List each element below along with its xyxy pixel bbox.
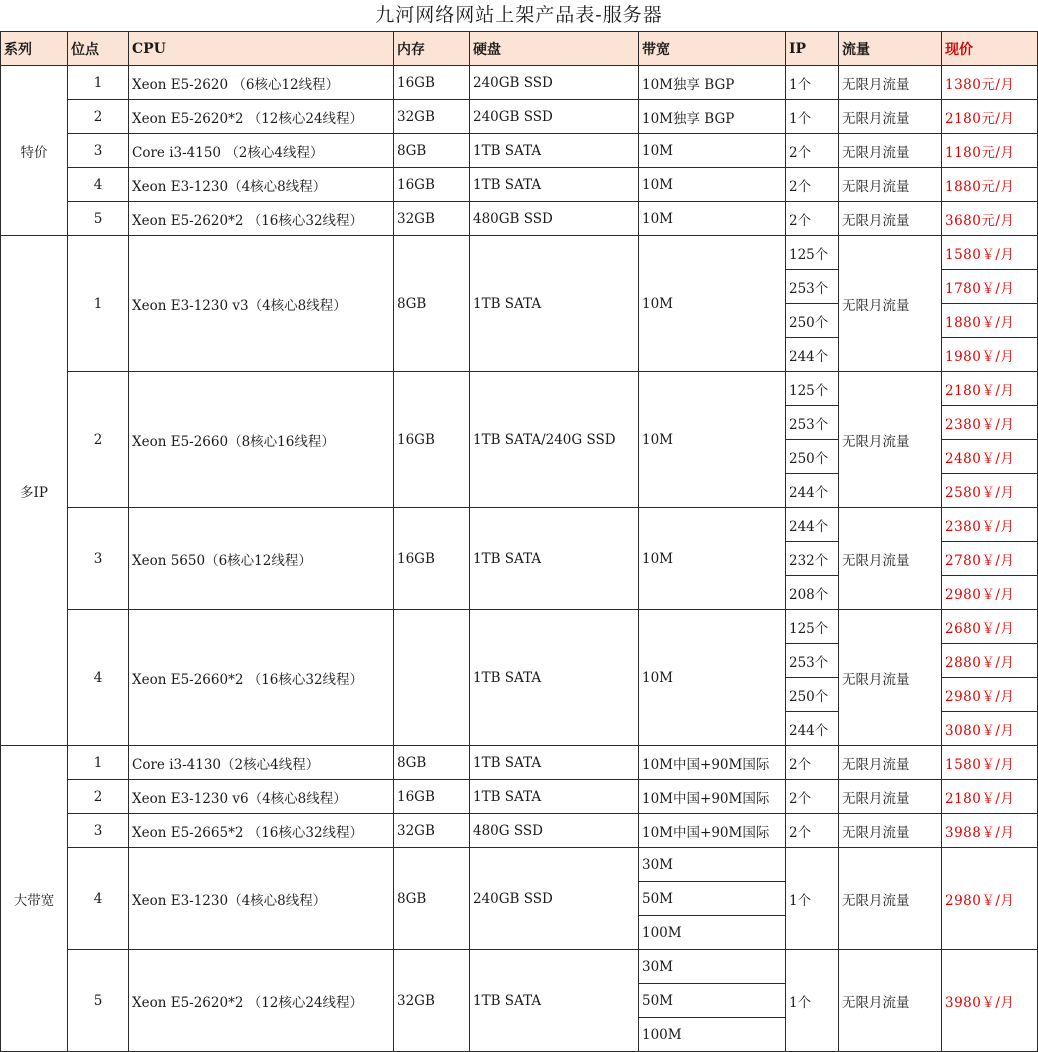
- price-cell: 3980￥/月: [942, 950, 1038, 1052]
- price-cell: 2780￥/月: [942, 542, 1038, 576]
- disk-cell: 480G SSD: [470, 814, 639, 848]
- table-row: [1, 848, 1038, 882]
- bandwidth-cell: 10M中国+90M国际: [639, 814, 786, 848]
- cpu-cell: Xeon E3-1230（4核心8线程）: [129, 168, 394, 202]
- header-ip: IP: [786, 32, 839, 66]
- disk-cell: 1TB SATA: [470, 746, 639, 780]
- header-slot: 位点: [68, 32, 129, 66]
- cpu-cell: Xeon E5-2620 （6核心12线程）: [129, 66, 394, 100]
- price-cell: 1580￥/月: [942, 236, 1038, 270]
- table-row: [1, 950, 1038, 984]
- disk-cell: 480GB SSD: [470, 202, 639, 236]
- disk-cell: 240GB SSD: [470, 848, 639, 950]
- disk-cell: 240GB SSD: [470, 100, 639, 134]
- table-row: [1, 780, 1038, 814]
- ip-cell: 244个: [786, 508, 839, 542]
- memory-cell: 8GB: [394, 236, 470, 372]
- traffic-cell: 无限月流量: [839, 814, 942, 848]
- traffic-cell: 无限月流量: [839, 610, 942, 746]
- cpu-cell: Xeon E3-1230 v6（4核心8线程）: [129, 780, 394, 814]
- ip-cell: 1个: [786, 950, 839, 1052]
- ip-cell: 2个: [786, 814, 839, 848]
- memory-cell: 32GB: [394, 814, 470, 848]
- ip-cell: 244个: [786, 474, 839, 508]
- traffic-cell: 无限月流量: [839, 100, 942, 134]
- bandwidth-cell: 10M: [639, 168, 786, 202]
- price-cell: 2380￥/月: [942, 406, 1038, 440]
- ip-cell: 125个: [786, 610, 839, 644]
- ip-cell: 2个: [786, 168, 839, 202]
- slot-cell: 1: [68, 66, 129, 100]
- ip-cell: 2个: [786, 134, 839, 168]
- header-series: 系列: [1, 32, 68, 66]
- traffic-cell: 无限月流量: [839, 168, 942, 202]
- product-table: [0, 31, 1038, 1052]
- slot-cell: 5: [68, 202, 129, 236]
- disk-cell: 1TB SATA: [470, 168, 639, 202]
- memory-cell: 8GB: [394, 746, 470, 780]
- memory-cell: 16GB: [394, 780, 470, 814]
- traffic-cell: 无限月流量: [839, 780, 942, 814]
- traffic-cell: 无限月流量: [839, 202, 942, 236]
- memory-cell: 32GB: [394, 950, 470, 1052]
- header-disk: 硬盘: [470, 32, 639, 66]
- slot-cell: 4: [68, 610, 129, 746]
- table-row: [1, 236, 1038, 270]
- cpu-cell: Core i3-4150 （2核心4线程）: [129, 134, 394, 168]
- slot-cell: 3: [68, 814, 129, 848]
- price-cell: 1880元/月: [942, 168, 1038, 202]
- price-cell: 1780￥/月: [942, 270, 1038, 304]
- bandwidth-cell: 50M: [639, 984, 786, 1018]
- ip-cell: 253个: [786, 644, 839, 678]
- ip-cell: 2个: [786, 780, 839, 814]
- memory-cell: 8GB: [394, 134, 470, 168]
- bandwidth-cell: 30M: [639, 950, 786, 984]
- traffic-cell: 无限月流量: [839, 950, 942, 1052]
- traffic-cell: 无限月流量: [839, 372, 942, 508]
- cpu-cell: Xeon E5-2620*2 （12核心24线程）: [129, 100, 394, 134]
- ip-cell: 125个: [786, 236, 839, 270]
- bandwidth-cell: 10M中国+90M国际: [639, 746, 786, 780]
- ip-cell: 253个: [786, 406, 839, 440]
- price-cell: 2980￥/月: [942, 678, 1038, 712]
- bandwidth-cell: 10M: [639, 372, 786, 508]
- slot-cell: 1: [68, 746, 129, 780]
- slot-cell: 5: [68, 950, 129, 1052]
- disk-cell: 1TB SATA/240G SSD: [470, 372, 639, 508]
- cpu-cell: Xeon 5650（6核心12线程）: [129, 508, 394, 610]
- bandwidth-cell: 10M: [639, 508, 786, 610]
- ip-cell: 1个: [786, 100, 839, 134]
- price-cell: 3680元/月: [942, 202, 1038, 236]
- table-row: [1, 814, 1038, 848]
- disk-cell: 1TB SATA: [470, 134, 639, 168]
- ip-cell: 2个: [786, 746, 839, 780]
- bandwidth-cell: 10M: [639, 236, 786, 372]
- price-cell: 2980￥/月: [942, 576, 1038, 610]
- price-cell: 2480￥/月: [942, 440, 1038, 474]
- price-cell: 2180元/月: [942, 100, 1038, 134]
- series-cell: 大带宽: [1, 746, 68, 1052]
- traffic-cell: 无限月流量: [839, 848, 942, 950]
- ip-cell: 250个: [786, 440, 839, 474]
- price-cell: 2580￥/月: [942, 474, 1038, 508]
- table-row: [1, 610, 1038, 644]
- bandwidth-cell: 10M: [639, 134, 786, 168]
- bandwidth-cell: 100M: [639, 1018, 786, 1052]
- price-cell: 2180￥/月: [942, 780, 1038, 814]
- slot-cell: 2: [68, 372, 129, 508]
- cpu-cell: Core i3-4130（2核心4线程）: [129, 746, 394, 780]
- table-header-row: [1, 32, 1038, 66]
- header-bandwidth: 带宽: [639, 32, 786, 66]
- header-memory: 内存: [394, 32, 470, 66]
- slot-cell: 3: [68, 508, 129, 610]
- bandwidth-cell: 30M: [639, 848, 786, 882]
- ip-cell: 250个: [786, 304, 839, 338]
- cpu-cell: Xeon E5-2660（8核心16线程）: [129, 372, 394, 508]
- slot-cell: 3: [68, 134, 129, 168]
- price-cell: 2180￥/月: [942, 372, 1038, 406]
- table-row: [1, 508, 1038, 542]
- price-cell: 2380￥/月: [942, 508, 1038, 542]
- price-cell: 1180元/月: [942, 134, 1038, 168]
- traffic-cell: 无限月流量: [839, 508, 942, 610]
- table-row: [1, 134, 1038, 168]
- price-cell: 1980￥/月: [942, 338, 1038, 372]
- slot-cell: 4: [68, 168, 129, 202]
- traffic-cell: 无限月流量: [839, 134, 942, 168]
- cpu-cell: Xeon E3-1230 v3（4核心8线程）: [129, 236, 394, 372]
- bandwidth-cell: 100M: [639, 916, 786, 950]
- ip-cell: 1个: [786, 848, 839, 950]
- series-cell: 特价: [1, 66, 68, 236]
- bandwidth-cell: 10M中国+90M国际: [639, 780, 786, 814]
- bandwidth-cell: 10M独享 BGP: [639, 66, 786, 100]
- cpu-cell: Xeon E5-2620*2 （16核心32线程）: [129, 202, 394, 236]
- price-cell: 2980￥/月: [942, 848, 1038, 950]
- price-cell: 1380元/月: [942, 66, 1038, 100]
- bandwidth-cell: 10M: [639, 610, 786, 746]
- bandwidth-cell: 10M: [639, 202, 786, 236]
- memory-cell: 32GB: [394, 202, 470, 236]
- disk-cell: 1TB SATA: [470, 610, 639, 746]
- ip-cell: 232个: [786, 542, 839, 576]
- memory-cell: 32GB: [394, 100, 470, 134]
- table-row: [1, 168, 1038, 202]
- disk-cell: 1TB SATA: [470, 780, 639, 814]
- price-cell: 1880￥/月: [942, 304, 1038, 338]
- cpu-cell: Xeon E5-2660*2 （16核心32线程）: [129, 610, 394, 746]
- cpu-cell: Xeon E5-2665*2 （16核心32线程）: [129, 814, 394, 848]
- ip-cell: 250个: [786, 678, 839, 712]
- table-row: [1, 746, 1038, 780]
- header-cpu: CPU: [129, 32, 394, 66]
- memory-cell: [394, 610, 470, 746]
- price-cell: 3080￥/月: [942, 712, 1038, 746]
- table-row: [1, 66, 1038, 100]
- slot-cell: 2: [68, 780, 129, 814]
- disk-cell: 1TB SATA: [470, 508, 639, 610]
- memory-cell: 16GB: [394, 508, 470, 610]
- memory-cell: 16GB: [394, 372, 470, 508]
- header-traffic: 流量: [839, 32, 942, 66]
- slot-cell: 4: [68, 848, 129, 950]
- slot-cell: 2: [68, 100, 129, 134]
- ip-cell: 125个: [786, 372, 839, 406]
- cpu-cell: Xeon E5-2620*2 （12核心24线程）: [129, 950, 394, 1052]
- table-row: [1, 372, 1038, 406]
- memory-cell: 16GB: [394, 168, 470, 202]
- bandwidth-cell: 50M: [639, 882, 786, 916]
- ip-cell: 1个: [786, 66, 839, 100]
- slot-cell: 1: [68, 236, 129, 372]
- series-cell: 多IP: [1, 236, 68, 746]
- ip-cell: 208个: [786, 576, 839, 610]
- cpu-cell: Xeon E3-1230（4核心8线程）: [129, 848, 394, 950]
- price-cell: 2680￥/月: [942, 610, 1038, 644]
- table-row: [1, 100, 1038, 134]
- disk-cell: 1TB SATA: [470, 236, 639, 372]
- header-price: 现价: [942, 32, 1038, 66]
- traffic-cell: 无限月流量: [839, 236, 942, 372]
- memory-cell: 8GB: [394, 848, 470, 950]
- bandwidth-cell: 10M独享 BGP: [639, 100, 786, 134]
- ip-cell: 244个: [786, 712, 839, 746]
- table-row: [1, 202, 1038, 236]
- disk-cell: 1TB SATA: [470, 950, 639, 1052]
- traffic-cell: 无限月流量: [839, 66, 942, 100]
- ip-cell: 244个: [786, 338, 839, 372]
- price-cell: 3988￥/月: [942, 814, 1038, 848]
- page-title: 九河网络网站上架产品表-服务器: [375, 4, 663, 26]
- ip-cell: 253个: [786, 270, 839, 304]
- price-cell: 1580￥/月: [942, 746, 1038, 780]
- ip-cell: 2个: [786, 202, 839, 236]
- disk-cell: 240GB SSD: [470, 66, 639, 100]
- traffic-cell: 无限月流量: [839, 746, 942, 780]
- memory-cell: 16GB: [394, 66, 470, 100]
- price-cell: 2880￥/月: [942, 644, 1038, 678]
